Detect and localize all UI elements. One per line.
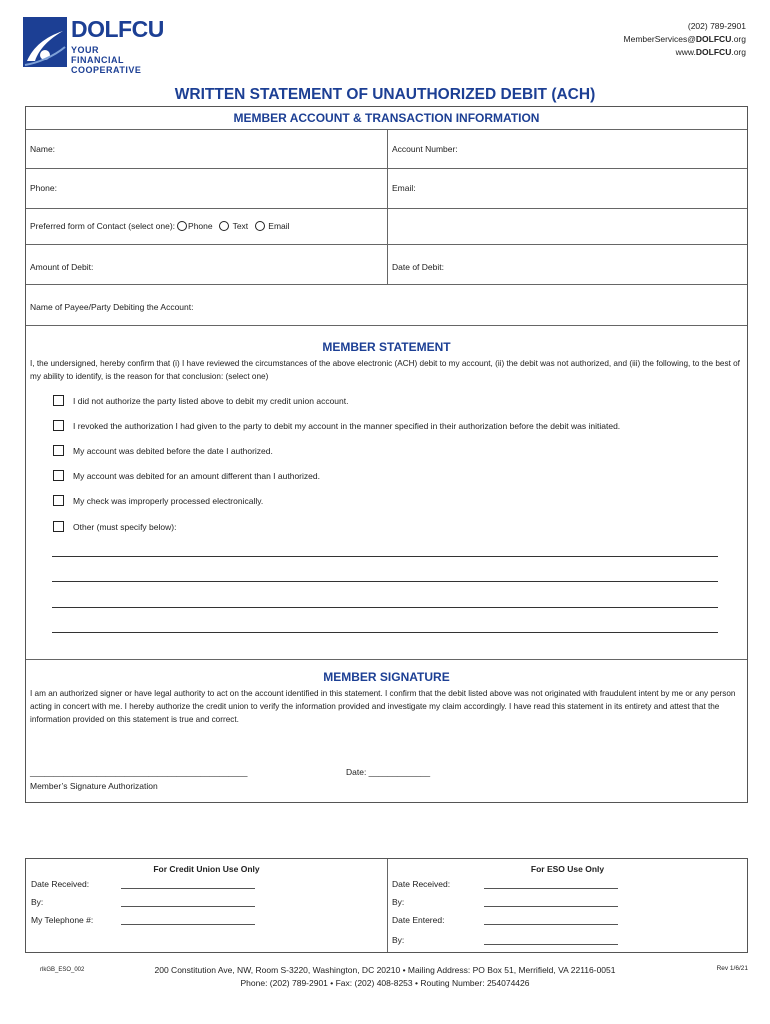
eso-date-received-label: Date Received: (392, 879, 451, 889)
cu-telephone-line[interactable] (121, 924, 255, 925)
reason-checkbox[interactable] (53, 495, 64, 506)
eso-by-label: By: (392, 897, 405, 907)
signature-line[interactable]: ______________________________________________ (30, 767, 248, 777)
other-reason-line[interactable] (52, 632, 718, 633)
email-label: Email: (392, 183, 416, 193)
contact-website: www.DOLFCU.org (675, 47, 746, 57)
preferred-contact-label: Preferred form of Contact (select one): (30, 221, 176, 231)
amount-of-debit-label: Amount of Debit: (30, 262, 94, 272)
reason-option: My account was debited before the date I authorized. (53, 445, 273, 456)
eso-use-title: For ESO Use Only (530, 864, 605, 874)
signature-attestation: I am an authorized signer or have legal authority to act on the account identified in this statement. I confirm that the debit listed above was not originated with fraudulent intent by me or any person acting in concert with me. I hereby authorize the credit union to verify the information provided and investigate my claim accordingly. I have read this statement in its entirety and attest that the information provided on this statement is true and correct. (30, 689, 736, 724)
cu-telephone-label: My Telephone #: (31, 915, 94, 925)
cu-by-label: By: (31, 897, 44, 907)
reason-option: My account was debited for an amount different than I authorized. (53, 470, 320, 481)
reason-option: My check was improperly processed electronically. (53, 495, 263, 506)
eso-date-entered-line[interactable] (484, 924, 618, 925)
reason-option: I revoked the authorization I had given to the party to debit my account in the manner specified in their authorization before the debit was initiated. (53, 420, 620, 431)
other-reason-line[interactable] (52, 556, 718, 557)
reason-checkbox[interactable] (53, 521, 64, 532)
account-section-title: MEMBER ACCOUNT & TRANSACTION INFORMATION (233, 111, 540, 125)
office-use-box (25, 858, 748, 953)
radio-text[interactable] (219, 221, 229, 231)
signature-date[interactable]: Date: _____________ (346, 767, 431, 777)
radio-email[interactable] (255, 221, 265, 231)
signature-caption: Member’s Signature Authorization (30, 781, 158, 791)
document-title: WRITTEN STATEMENT OF UNAUTHORIZED DEBIT (ACH) (174, 86, 596, 103)
cu-date-received-line[interactable] (121, 888, 255, 889)
statement-section-title: MEMBER STATEMENT (322, 340, 451, 354)
statement-intro: I, the undersigned, hereby confirm that (i) I have reviewed the circumstances of the above electronic (ACH) debit to my account, (ii) the debit was not authorized, and (iii) the following, to the best of my ability to identify, is the reason for that conclusion: (select one) (30, 359, 740, 381)
logo-swoosh-icon (23, 17, 67, 67)
eso-date-received-line[interactable] (484, 888, 618, 889)
eso-by-2-label: By: (392, 935, 405, 945)
reason-checkbox[interactable] (53, 445, 64, 456)
form-code: rlkGB_ESO_002 (40, 967, 85, 973)
reason-option: Other (must specify below): (53, 521, 176, 532)
revision-date: Rev 1/6/21 (716, 965, 748, 972)
contact-email: MemberServices@DOLFCU.org (623, 34, 746, 44)
reason-checkbox[interactable] (53, 470, 64, 481)
radio-phone[interactable] (177, 221, 187, 231)
eso-date-entered-label: Date Entered: (392, 915, 445, 925)
signature-section-title: MEMBER SIGNATURE (323, 670, 450, 684)
contact-phone: (202) 789-2901 (687, 21, 746, 31)
preferred-contact-row: Preferred form of Contact (select one): Phone Text Email (30, 221, 290, 231)
name-label: Name: (30, 144, 56, 154)
account-number-label: Account Number: (392, 144, 458, 154)
other-reason-line[interactable] (52, 607, 718, 608)
other-reason-line[interactable] (52, 581, 718, 582)
date-of-debit-label: Date of Debit: (392, 262, 444, 272)
logo-wordmark: DOLFCU (71, 16, 164, 42)
logo-tagline: YOUR FINANCIAL COOPERATIVE (71, 45, 142, 75)
cu-by-line[interactable] (121, 906, 255, 907)
cu-date-received-label: Date Received: (31, 879, 90, 889)
eso-by-2-line[interactable] (484, 944, 618, 945)
eso-by-line[interactable] (484, 906, 618, 907)
contact-info (624, 20, 746, 59)
reason-option: I did not authorize the party listed above to debit my credit union account. (53, 395, 348, 406)
payee-label: Name of Payee/Party Debiting the Account: (30, 302, 194, 312)
dolfcu-logo (23, 16, 164, 75)
form-box (25, 106, 748, 803)
footer-address: 200 Constitution Ave, NW, Room S-3220, Washington, DC 20210 • Mailing Address: PO Box 51, Merrifield, VA 22116-0051 Phone: (202) 789-2901 • Fax: (202) 408-8253 • Routing Number: 254074426 (154, 965, 616, 988)
cu-use-title: For Credit Union Use Only (153, 864, 260, 874)
phone-label: Phone: (30, 183, 57, 193)
reason-checkbox[interactable] (53, 420, 64, 431)
reason-checkbox[interactable] (53, 395, 64, 406)
